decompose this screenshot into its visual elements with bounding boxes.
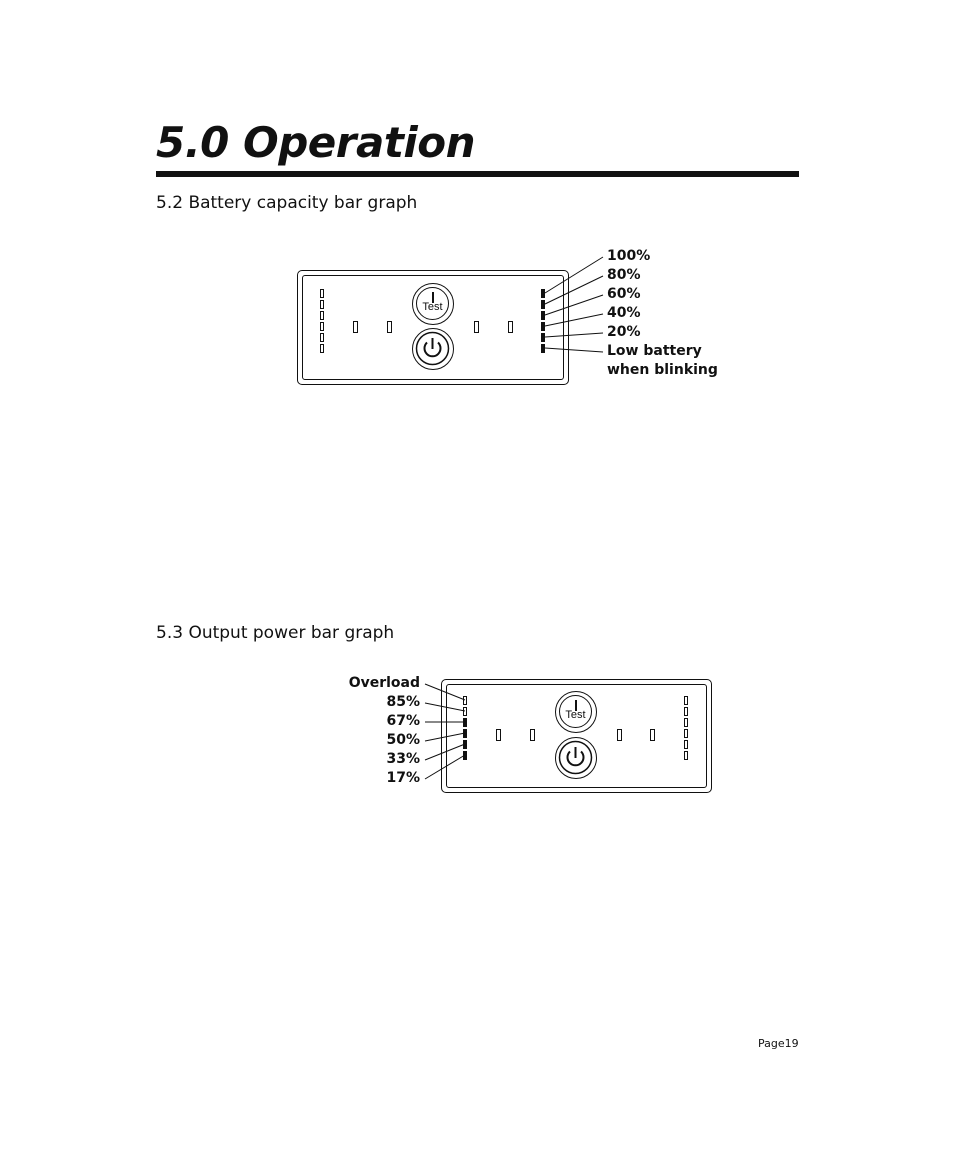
- battery-label-40: 40%: [607, 305, 641, 321]
- battery-label-100: 100%: [607, 248, 651, 264]
- output-section-heading: 5.3 Output power bar graph: [156, 623, 395, 643]
- test-button-label: Test: [565, 709, 586, 721]
- output-label-85: 85%: [386, 694, 420, 710]
- battery-section-heading: 5.2 Battery capacity bar graph: [156, 193, 418, 213]
- page-number: Page19: [758, 1037, 799, 1050]
- page-title: 5.0 Operation: [156, 118, 476, 167]
- test-button-label: Test: [422, 301, 443, 313]
- battery-label-60: 60%: [607, 286, 641, 302]
- output-label-overload: Overload: [348, 675, 420, 691]
- battery-label-80: 80%: [607, 267, 641, 283]
- output-label-67: 67%: [386, 713, 420, 729]
- output-label-17: 17%: [386, 770, 420, 786]
- battery-label-low: Low battery: [607, 343, 702, 359]
- battery-label-20: 20%: [607, 324, 641, 340]
- battery-label-blinking: when blinking: [607, 362, 718, 378]
- output-label-33: 33%: [386, 751, 420, 767]
- output-label-50: 50%: [386, 732, 420, 748]
